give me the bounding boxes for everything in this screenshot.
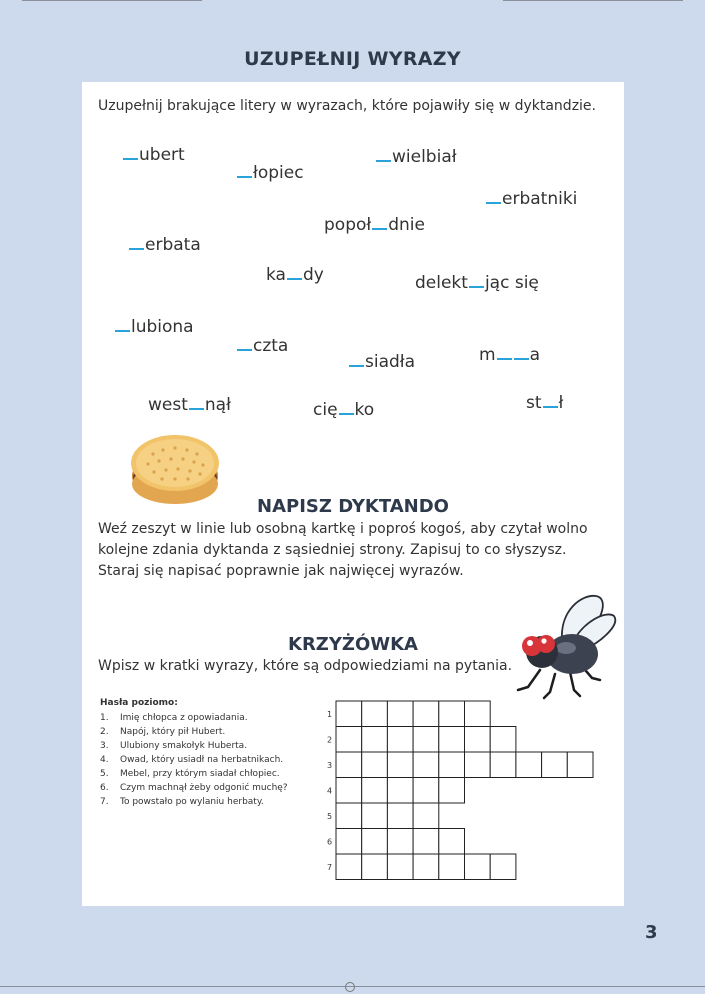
crossword-cell[interactable]: [413, 727, 439, 753]
crossword-cell[interactable]: [362, 829, 388, 855]
blank-slot[interactable]: [115, 330, 130, 332]
crossword-title: KRZYŻÓWKA: [288, 634, 418, 655]
blank-slot[interactable]: [543, 406, 558, 408]
word-part: a: [529, 345, 540, 365]
hint-number: 4.: [100, 755, 109, 765]
word-part: nął: [204, 395, 231, 415]
blank-slot[interactable]: [129, 248, 144, 250]
crossword-cell[interactable]: [336, 701, 362, 727]
cookie-icon: [128, 432, 222, 506]
hint-number: 6.: [100, 783, 109, 793]
crossword-cell[interactable]: [336, 854, 362, 880]
hint-text: Czym machnął żeby odgonić muchę?: [120, 783, 288, 793]
crossword-cell[interactable]: [387, 752, 413, 778]
hint-item: [100, 781, 288, 795]
page-title: UZUPEŁNIJ WYRAZY: [244, 48, 461, 70]
word-part: west: [148, 395, 188, 415]
word-part: dy: [302, 265, 324, 285]
crossword-grid: [325, 699, 615, 883]
row-number: 2: [327, 735, 333, 745]
blank-slot[interactable]: [469, 286, 484, 288]
row-number: 7: [327, 863, 333, 872]
row-number: 3: [327, 761, 333, 770]
crossword-cell[interactable]: [336, 727, 362, 753]
top-rule-right: [503, 0, 683, 1]
word-part: lubiona: [131, 317, 194, 337]
crossword-cell[interactable]: [490, 727, 516, 753]
blank-slot[interactable]: [123, 158, 138, 160]
crossword-cell[interactable]: [387, 854, 413, 880]
hint-number: 1.: [100, 713, 109, 723]
blank-slot[interactable]: [376, 160, 391, 162]
word-part: ko: [354, 400, 375, 420]
dictation-text: Weź zeszyt w linie lub osobną kartkę i poproś kogoś, aby czytał wolno kolejne zdania dyktanda z sąsiedniej strony. Zapisuj to co słyszysz. Staraj się napisać poprawnie jak najwięcej wyrazów.: [98, 521, 588, 579]
crossword-cell[interactable]: [413, 752, 439, 778]
hint-item: [100, 711, 288, 725]
crossword-cell[interactable]: [439, 778, 465, 804]
crossword-cell[interactable]: [336, 752, 362, 778]
row-number: 4: [327, 786, 333, 796]
hint-item: [100, 725, 288, 739]
crossword-cell[interactable]: [336, 778, 362, 804]
crossword-cell[interactable]: [439, 701, 465, 727]
row-number: 1: [327, 710, 333, 719]
blank-slot[interactable]: [237, 176, 252, 178]
hint-text: Mebel, przy którym siadał chłopiec.: [120, 769, 280, 779]
word-part: dnie: [388, 215, 425, 235]
fill-word: [122, 145, 185, 165]
crossword-cell[interactable]: [336, 803, 362, 829]
crossword-cell[interactable]: [439, 752, 465, 778]
row-number: 6: [327, 837, 333, 847]
registration-mark-icon: [345, 982, 355, 992]
fill-word: [236, 336, 288, 356]
word-part: czta: [253, 336, 289, 356]
hint-item: [100, 739, 288, 753]
fill-word: [313, 400, 374, 420]
word-part: popoł: [324, 215, 372, 235]
word-part: ł: [558, 393, 564, 413]
crossword-cell[interactable]: [387, 701, 413, 727]
hint-text: Imię chłopca z opowiadania.: [120, 713, 248, 723]
word-part: erbatniki: [502, 189, 578, 209]
hint-text: Owad, który usiadł na herbatnikach.: [120, 755, 284, 765]
blank-slot[interactable]: [237, 349, 252, 351]
crossword-cell[interactable]: [542, 752, 568, 778]
crossword-cell[interactable]: [362, 803, 388, 829]
crossword-cell[interactable]: [439, 829, 465, 855]
fill-word: [485, 189, 577, 209]
row-number: 5: [327, 812, 333, 821]
word-part: ubert: [139, 145, 185, 165]
crossword-cell[interactable]: [413, 778, 439, 804]
crossword-cell[interactable]: [387, 727, 413, 753]
worksheet-card: [82, 82, 624, 906]
hint-item: [100, 767, 288, 781]
word-part: jąc się: [484, 273, 539, 293]
fill-word: [324, 215, 425, 235]
blank-slot[interactable]: [372, 228, 387, 230]
hint-text: Ulubiony smakołyk Huberta.: [120, 741, 248, 751]
fill-word: [415, 273, 539, 293]
crossword-cell[interactable]: [362, 778, 388, 804]
crossword-cell[interactable]: [413, 829, 439, 855]
blank-slot[interactable]: [497, 358, 512, 360]
crossword-cell[interactable]: [465, 854, 491, 880]
word-part: m: [479, 345, 496, 365]
crossword-cell[interactable]: [439, 854, 465, 880]
fill-word: [375, 147, 457, 167]
fill-instruction: Uzupełnij brakujące litery w wyrazach, które pojawiły się w dyktandzie.: [98, 98, 596, 114]
blank-slot[interactable]: [514, 358, 529, 360]
crossword-cell[interactable]: [490, 752, 516, 778]
hint-number: 5.: [100, 769, 109, 779]
crossword-cell[interactable]: [387, 829, 413, 855]
fill-word: [348, 352, 415, 372]
word-part: siadła: [365, 352, 416, 372]
word-part: łopiec: [253, 163, 304, 183]
hint-number: 7.: [100, 797, 109, 807]
crossword-cell[interactable]: [516, 752, 542, 778]
crossword-cell[interactable]: [387, 803, 413, 829]
hint-text: To powstało po wylaniu herbaty.: [120, 797, 264, 807]
blank-slot[interactable]: [486, 202, 501, 204]
blank-slot[interactable]: [287, 278, 302, 280]
crossword-instruction: Wpisz w kratki wyrazy, które są odpowiedziami na pytania.: [98, 658, 513, 674]
word-part: erbata: [145, 235, 201, 255]
hint-number: 3.: [100, 741, 109, 751]
hint-text: Napój, który pił Hubert.: [120, 727, 226, 737]
dictation-title: NAPISZ DYKTANDO: [257, 496, 449, 517]
blank-slot[interactable]: [189, 408, 204, 410]
crossword-cell[interactable]: [336, 829, 362, 855]
fill-word: [266, 265, 324, 285]
word-part: cię: [313, 400, 338, 420]
word-part: wielbiał: [392, 147, 457, 167]
page-number: 3: [645, 922, 658, 943]
fill-word: [236, 163, 304, 183]
fill-word: [148, 395, 231, 415]
fill-word: [526, 393, 563, 413]
crossword-cell[interactable]: [413, 701, 439, 727]
crossword-cell[interactable]: [387, 778, 413, 804]
crossword-cell[interactable]: [362, 752, 388, 778]
blank-slot[interactable]: [339, 413, 354, 415]
crossword-cell[interactable]: [362, 701, 388, 727]
fill-word: [479, 345, 540, 365]
crossword-cell[interactable]: [362, 727, 388, 753]
crossword-cell[interactable]: [465, 752, 491, 778]
hint-item: [100, 795, 288, 809]
crossword-cell[interactable]: [465, 727, 491, 753]
crossword-cell[interactable]: [413, 803, 439, 829]
crossword-cell[interactable]: [413, 854, 439, 880]
crossword-cell[interactable]: [465, 701, 491, 727]
fill-word: [128, 235, 201, 255]
word-part: ka: [266, 265, 286, 285]
word-part: st: [526, 393, 542, 413]
fill-word: [114, 317, 194, 337]
hints-list: [100, 711, 288, 809]
crossword-cell[interactable]: [362, 854, 388, 880]
crossword-cell[interactable]: [567, 752, 593, 778]
crossword-cell[interactable]: [490, 854, 516, 880]
top-rule-left: [22, 0, 202, 1]
hints-label: Hasła poziomo:: [100, 698, 178, 708]
crossword-cell[interactable]: [439, 727, 465, 753]
hint-number: 2.: [100, 727, 109, 737]
blank-slot[interactable]: [349, 365, 364, 367]
hint-item: [100, 753, 288, 767]
word-part: delekt: [415, 273, 468, 293]
